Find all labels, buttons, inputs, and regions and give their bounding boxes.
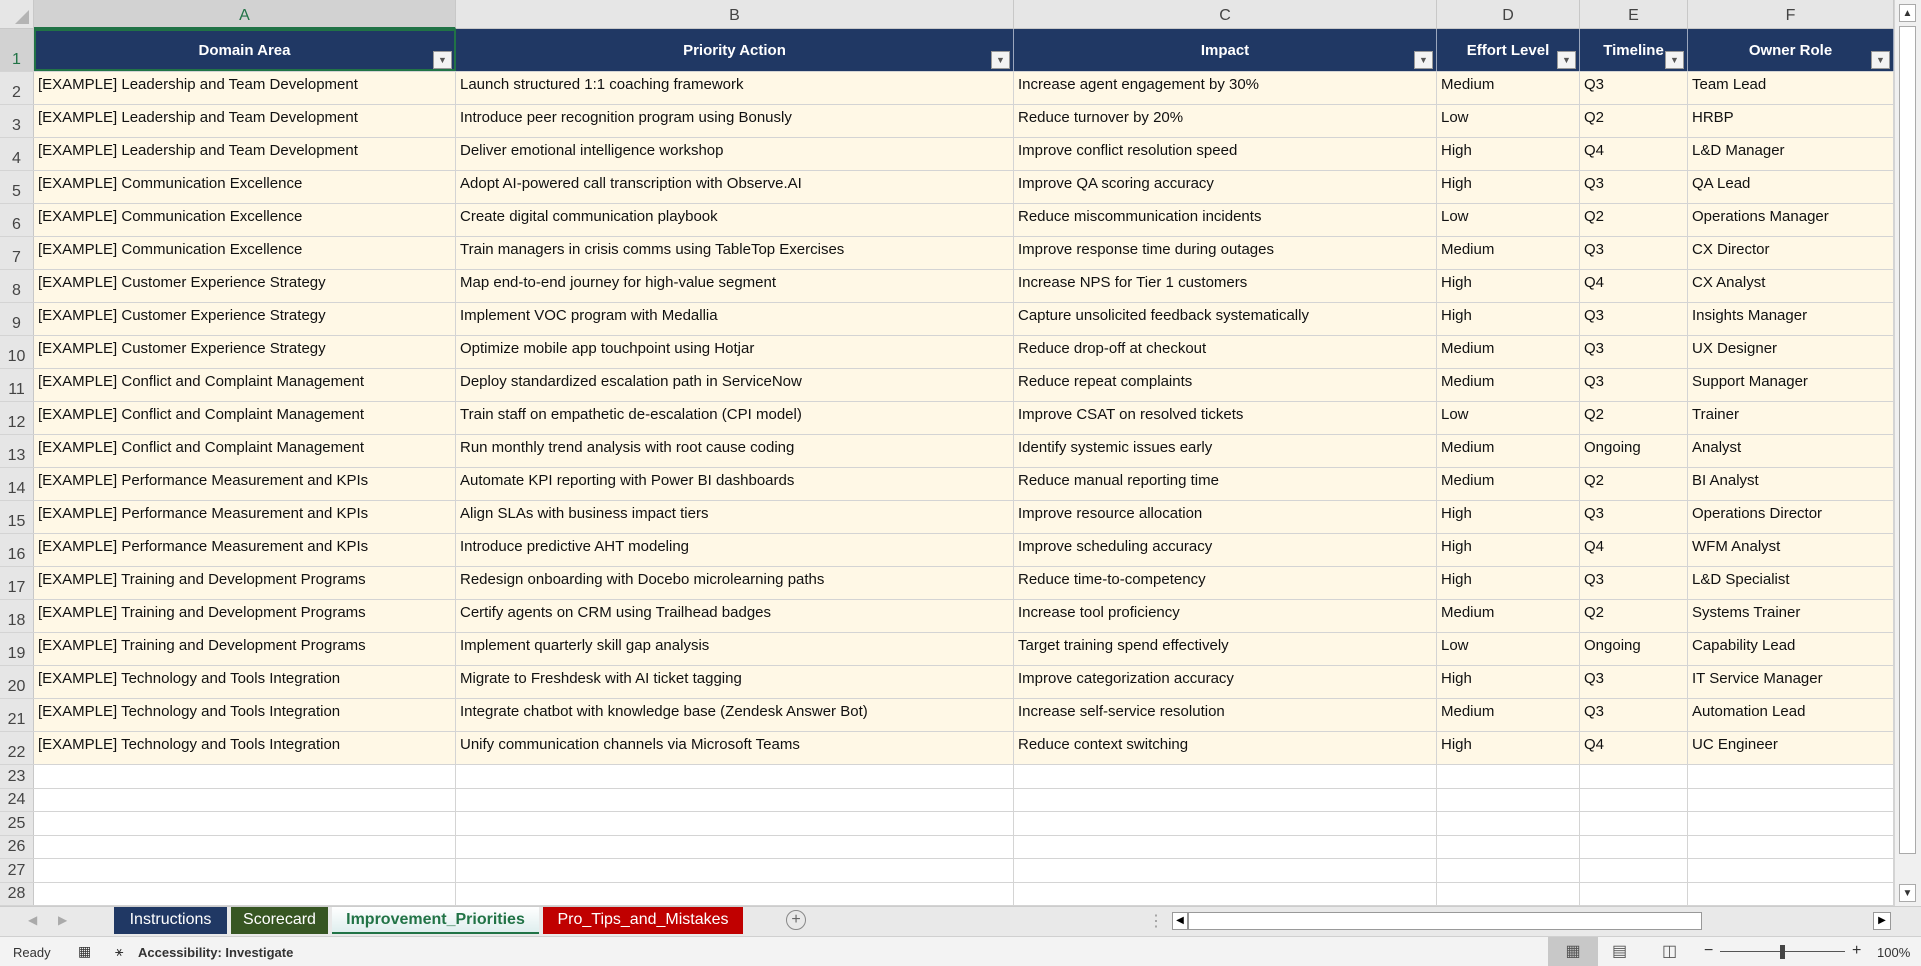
- row-header[interactable]: 9: [0, 303, 34, 335]
- page-layout-icon[interactable]: ▤: [1612, 943, 1628, 960]
- cell[interactable]: [EXAMPLE] Leadership and Team Development: [34, 72, 456, 104]
- cell[interactable]: Operations Manager: [1688, 204, 1894, 236]
- row-header[interactable]: 21: [0, 699, 34, 731]
- row-header[interactable]: 3: [0, 105, 34, 137]
- cell[interactable]: Medium: [1437, 600, 1580, 632]
- row-header[interactable]: 8: [0, 270, 34, 302]
- cell[interactable]: Low: [1437, 105, 1580, 137]
- row-header[interactable]: 10: [0, 336, 34, 368]
- cell[interactable]: IT Service Manager: [1688, 666, 1894, 698]
- zoom-in-icon[interactable]: +: [1852, 942, 1862, 959]
- scroll-down-icon[interactable]: ▼: [1899, 884, 1916, 902]
- cell[interactable]: HRBP: [1688, 105, 1894, 137]
- cell[interactable]: Q4: [1580, 138, 1688, 170]
- filter-dropdown-icon[interactable]: ▼: [1665, 51, 1684, 69]
- cell[interactable]: [EXAMPLE] Training and Development Programs: [34, 567, 456, 599]
- cell[interactable]: [1014, 812, 1437, 835]
- scroll-left-icon[interactable]: ◀: [1172, 912, 1188, 930]
- cell[interactable]: [34, 836, 456, 859]
- cell[interactable]: [EXAMPLE] Leadership and Team Development: [34, 105, 456, 137]
- cell[interactable]: [1437, 859, 1580, 882]
- cell[interactable]: [EXAMPLE] Customer Experience Strategy: [34, 270, 456, 302]
- filter-dropdown-icon[interactable]: ▼: [991, 51, 1010, 69]
- cell[interactable]: L&D Manager: [1688, 138, 1894, 170]
- cell[interactable]: Reduce manual reporting time: [1014, 468, 1437, 500]
- cell[interactable]: Q3: [1580, 72, 1688, 104]
- table-row: [0, 534, 1894, 567]
- row-header[interactable]: 13: [0, 435, 34, 467]
- table-row: [0, 633, 1894, 666]
- cell[interactable]: Capability Lead: [1688, 633, 1894, 665]
- column-header-b[interactable]: B: [456, 0, 1014, 29]
- row-header[interactable]: 6: [0, 204, 34, 236]
- cell[interactable]: Medium: [1437, 72, 1580, 104]
- cell[interactable]: [1437, 836, 1580, 859]
- cell[interactable]: Implement quarterly skill gap analysis: [456, 633, 1014, 665]
- table-row: [0, 72, 1894, 105]
- cell[interactable]: Reduce time-to-competency: [1014, 567, 1437, 599]
- filter-dropdown-icon[interactable]: ▼: [1871, 51, 1890, 69]
- cell[interactable]: [1688, 859, 1894, 882]
- table-row: [0, 501, 1894, 534]
- row-header[interactable]: 17: [0, 567, 34, 599]
- cell[interactable]: Q2: [1580, 468, 1688, 500]
- scroll-up-icon[interactable]: ▲: [1899, 4, 1916, 22]
- cell[interactable]: High: [1437, 534, 1580, 566]
- cell[interactable]: [456, 789, 1014, 812]
- cell[interactable]: L&D Specialist: [1688, 567, 1894, 599]
- horizontal-scrollbar[interactable]: [1188, 912, 1702, 930]
- cell[interactable]: Q3: [1580, 336, 1688, 368]
- cell[interactable]: [1688, 812, 1894, 835]
- cell[interactable]: [EXAMPLE] Leadership and Team Development: [34, 138, 456, 170]
- cell[interactable]: [456, 883, 1014, 906]
- row-header[interactable]: 16: [0, 534, 34, 566]
- cell[interactable]: Reduce turnover by 20%: [1014, 105, 1437, 137]
- split-handle-icon[interactable]: ⋮: [1148, 913, 1164, 930]
- cell[interactable]: Ongoing: [1580, 435, 1688, 467]
- accessibility-status[interactable]: Accessibility: Investigate: [138, 945, 294, 960]
- cell[interactable]: Q4: [1580, 534, 1688, 566]
- cell[interactable]: High: [1437, 270, 1580, 302]
- header-label: Domain Area: [198, 42, 291, 59]
- cell[interactable]: Q4: [1580, 270, 1688, 302]
- cell[interactable]: Map end-to-end journey for high-value segment: [456, 270, 1014, 302]
- table-row: [0, 402, 1894, 435]
- table-row: [0, 883, 1894, 907]
- cell[interactable]: [EXAMPLE] Conflict and Complaint Management: [34, 435, 456, 467]
- table-row: [0, 303, 1894, 336]
- cell[interactable]: [1580, 883, 1688, 906]
- cell[interactable]: High: [1437, 138, 1580, 170]
- cell[interactable]: Train staff on empathetic de-escalation (CPI model): [456, 402, 1014, 434]
- cell[interactable]: [EXAMPLE] Training and Development Programs: [34, 600, 456, 632]
- cell[interactable]: [1437, 765, 1580, 788]
- cell[interactable]: Q3: [1580, 501, 1688, 533]
- scroll-thumb[interactable]: [1899, 26, 1916, 854]
- cell[interactable]: [EXAMPLE] Communication Excellence: [34, 204, 456, 236]
- row-header[interactable]: 5: [0, 171, 34, 203]
- header-label: Timeline: [1603, 42, 1664, 59]
- row-header[interactable]: 4: [0, 138, 34, 170]
- page-break-icon[interactable]: ◫: [1662, 943, 1678, 960]
- cell[interactable]: QA Lead: [1688, 171, 1894, 203]
- tab-pro-tips-and-mistakes[interactable]: Pro_Tips_and_Mistakes: [543, 907, 743, 934]
- header-cell[interactable]: [456, 29, 1014, 71]
- cell[interactable]: [1437, 789, 1580, 812]
- cell[interactable]: Low: [1437, 633, 1580, 665]
- cell[interactable]: [EXAMPLE] Technology and Tools Integration: [34, 732, 456, 764]
- cell[interactable]: Systems Trainer: [1688, 600, 1894, 632]
- header-label: Impact: [1200, 42, 1250, 59]
- table-row: [0, 812, 1894, 836]
- cell[interactable]: [EXAMPLE] Customer Experience Strategy: [34, 336, 456, 368]
- row-header[interactable]: 11: [0, 369, 34, 401]
- cell[interactable]: Improve categorization accuracy: [1014, 666, 1437, 698]
- cell[interactable]: Increase self-service resolution: [1014, 699, 1437, 731]
- cell[interactable]: Q2: [1580, 402, 1688, 434]
- cell[interactable]: Create digital communication playbook: [456, 204, 1014, 236]
- cell[interactable]: [1580, 836, 1688, 859]
- cell[interactable]: [1014, 836, 1437, 859]
- column-header-d[interactable]: D: [1437, 0, 1580, 29]
- row-header[interactable]: 18: [0, 600, 34, 632]
- row-header[interactable]: 12: [0, 402, 34, 434]
- cell[interactable]: [34, 789, 456, 812]
- cell[interactable]: Analyst: [1688, 435, 1894, 467]
- cell[interactable]: Launch structured 1:1 coaching framework: [456, 72, 1014, 104]
- table-row: [0, 836, 1894, 860]
- table-row: [0, 369, 1894, 402]
- column-header-e[interactable]: E: [1580, 0, 1688, 29]
- cell[interactable]: Reduce context switching: [1014, 732, 1437, 764]
- cell[interactable]: Improve scheduling accuracy: [1014, 534, 1437, 566]
- spreadsheet-grid: [0, 29, 1894, 906]
- header-label: Priority Action: [683, 42, 786, 59]
- header-cell[interactable]: [1014, 29, 1437, 71]
- table-row: [0, 600, 1894, 633]
- cell[interactable]: Improve CSAT on resolved tickets: [1014, 402, 1437, 434]
- cell[interactable]: [EXAMPLE] Performance Measurement and KPIs: [34, 468, 456, 500]
- cell[interactable]: [EXAMPLE] Technology and Tools Integration: [34, 666, 456, 698]
- cell[interactable]: [34, 765, 456, 788]
- cell[interactable]: Increase agent engagement by 30%: [1014, 72, 1437, 104]
- cell[interactable]: Medium: [1437, 336, 1580, 368]
- table-row: [0, 666, 1894, 699]
- cell[interactable]: [1688, 883, 1894, 906]
- table-row: [0, 468, 1894, 501]
- cell[interactable]: [EXAMPLE] Conflict and Complaint Management: [34, 369, 456, 401]
- cell[interactable]: Migrate to Freshdesk with AI ticket tagging: [456, 666, 1014, 698]
- header-cell[interactable]: [1437, 29, 1580, 71]
- cell[interactable]: [EXAMPLE] Conflict and Complaint Management: [34, 402, 456, 434]
- table-row: [0, 435, 1894, 468]
- cell[interactable]: Integrate chatbot with knowledge base (Zendesk Answer Bot): [456, 699, 1014, 731]
- cell[interactable]: [1688, 789, 1894, 812]
- cell[interactable]: Improve response time during outages: [1014, 237, 1437, 269]
- cell[interactable]: Improve QA scoring accuracy: [1014, 171, 1437, 203]
- cell[interactable]: Low: [1437, 204, 1580, 236]
- cell[interactable]: High: [1437, 303, 1580, 335]
- cell[interactable]: Q2: [1580, 105, 1688, 137]
- header-cell[interactable]: [1580, 29, 1688, 71]
- cell[interactable]: Support Manager: [1688, 369, 1894, 401]
- row-header[interactable]: 24: [0, 789, 34, 812]
- table-row: [0, 859, 1894, 883]
- table-row: [0, 29, 1894, 72]
- cell[interactable]: [1014, 789, 1437, 812]
- cell[interactable]: CX Analyst: [1688, 270, 1894, 302]
- table-row: [0, 567, 1894, 600]
- cell[interactable]: [1688, 765, 1894, 788]
- cell[interactable]: Adopt AI-powered call transcription with Observe.AI: [456, 171, 1014, 203]
- scroll-right-icon[interactable]: ▶: [1873, 912, 1891, 930]
- cell[interactable]: Deploy standardized escalation path in ServiceNow: [456, 369, 1014, 401]
- row-header[interactable]: 28: [0, 883, 34, 906]
- filter-dropdown-icon[interactable]: ▼: [1557, 51, 1576, 69]
- column-header-c[interactable]: C: [1014, 0, 1437, 29]
- cell[interactable]: Deliver emotional intelligence workshop: [456, 138, 1014, 170]
- cell[interactable]: Q3: [1580, 303, 1688, 335]
- column-header-f[interactable]: F: [1688, 0, 1894, 29]
- row-header[interactable]: 15: [0, 501, 34, 533]
- filter-dropdown-icon[interactable]: ▼: [1414, 51, 1433, 69]
- cell[interactable]: [1437, 812, 1580, 835]
- cell[interactable]: [EXAMPLE] Technology and Tools Integration: [34, 699, 456, 731]
- table-row: [0, 237, 1894, 270]
- cell[interactable]: Reduce repeat complaints: [1014, 369, 1437, 401]
- table-row: [0, 765, 1894, 789]
- cell[interactable]: Operations Director: [1688, 501, 1894, 533]
- cell[interactable]: [1014, 859, 1437, 882]
- cell[interactable]: High: [1437, 567, 1580, 599]
- cell[interactable]: [1014, 883, 1437, 906]
- tab-improvement-priorities[interactable]: Improvement_Priorities: [332, 907, 539, 934]
- cell[interactable]: Automation Lead: [1688, 699, 1894, 731]
- cell[interactable]: High: [1437, 732, 1580, 764]
- cell[interactable]: Reduce drop-off at checkout: [1014, 336, 1437, 368]
- column-header-a[interactable]: A: [34, 0, 456, 29]
- cell[interactable]: Increase tool proficiency: [1014, 600, 1437, 632]
- cell[interactable]: [1014, 765, 1437, 788]
- header-label: Owner Role: [1748, 42, 1833, 59]
- cell[interactable]: [1580, 812, 1688, 835]
- cell[interactable]: [EXAMPLE] Customer Experience Strategy: [34, 303, 456, 335]
- cell[interactable]: Q2: [1580, 600, 1688, 632]
- cell[interactable]: [1437, 883, 1580, 906]
- table-row: [0, 789, 1894, 813]
- cell[interactable]: Medium: [1437, 699, 1580, 731]
- zoom-slider-thumb[interactable]: [1780, 945, 1785, 959]
- table-row: [0, 204, 1894, 237]
- cell[interactable]: [456, 836, 1014, 859]
- cell[interactable]: [1580, 789, 1688, 812]
- cell[interactable]: Trainer: [1688, 402, 1894, 434]
- tab-prev-icon[interactable]: ◀: [28, 913, 38, 927]
- cell[interactable]: Q3: [1580, 699, 1688, 731]
- table-row: [0, 270, 1894, 303]
- cell[interactable]: CX Director: [1688, 237, 1894, 269]
- cell[interactable]: [EXAMPLE] Training and Development Programs: [34, 633, 456, 665]
- row-header[interactable]: 25: [0, 812, 34, 835]
- table-row: [0, 732, 1894, 765]
- cell[interactable]: Q2: [1580, 204, 1688, 236]
- cell[interactable]: Q3: [1580, 369, 1688, 401]
- row-header[interactable]: 7: [0, 237, 34, 269]
- cell[interactable]: Introduce peer recognition program using Bonusly: [456, 105, 1014, 137]
- cell[interactable]: High: [1437, 666, 1580, 698]
- cell[interactable]: Medium: [1437, 468, 1580, 500]
- status-bar: [0, 936, 1921, 966]
- header-cell[interactable]: [1688, 29, 1894, 71]
- cell[interactable]: BI Analyst: [1688, 468, 1894, 500]
- row-header[interactable]: 22: [0, 732, 34, 764]
- cell[interactable]: [1580, 859, 1688, 882]
- table-row: [0, 105, 1894, 138]
- tab-scorecard[interactable]: Scorecard: [231, 907, 328, 934]
- cell[interactable]: Q3: [1580, 567, 1688, 599]
- cell[interactable]: [34, 812, 456, 835]
- row-header[interactable]: 26: [0, 836, 34, 859]
- row-header[interactable]: 14: [0, 468, 34, 500]
- cell[interactable]: Ongoing: [1580, 633, 1688, 665]
- cell[interactable]: [456, 859, 1014, 882]
- cell[interactable]: Unify communication channels via Microsoft Teams: [456, 732, 1014, 764]
- cell[interactable]: Q3: [1580, 171, 1688, 203]
- cell[interactable]: UC Engineer: [1688, 732, 1894, 764]
- cell[interactable]: Capture unsolicited feedback systematically: [1014, 303, 1437, 335]
- cell[interactable]: High: [1437, 171, 1580, 203]
- cell[interactable]: Q3: [1580, 237, 1688, 269]
- cell[interactable]: [1580, 765, 1688, 788]
- accessibility-icon[interactable]: ⚹: [115, 943, 124, 959]
- cell[interactable]: Optimize mobile app touchpoint using Hotjar: [456, 336, 1014, 368]
- sheet-tabs-bar: [0, 906, 1921, 936]
- cell[interactable]: [456, 765, 1014, 788]
- row-header[interactable]: 20: [0, 666, 34, 698]
- cell[interactable]: [34, 859, 456, 882]
- cell[interactable]: WFM Analyst: [1688, 534, 1894, 566]
- cell[interactable]: Identify systemic issues early: [1014, 435, 1437, 467]
- cell[interactable]: Q3: [1580, 666, 1688, 698]
- cell[interactable]: Automate KPI reporting with Power BI dashboards: [456, 468, 1014, 500]
- tab-next-icon[interactable]: ▶: [58, 913, 68, 927]
- cell[interactable]: [EXAMPLE] Communication Excellence: [34, 171, 456, 203]
- cell[interactable]: UX Designer: [1688, 336, 1894, 368]
- cell[interactable]: Introduce predictive AHT modeling: [456, 534, 1014, 566]
- table-row: [0, 699, 1894, 732]
- header-label: Effort Level: [1466, 42, 1550, 59]
- cell[interactable]: Increase NPS for Tier 1 customers: [1014, 270, 1437, 302]
- header-cell[interactable]: [34, 29, 456, 71]
- cell[interactable]: [EXAMPLE] Communication Excellence: [34, 237, 456, 269]
- cell[interactable]: Improve resource allocation: [1014, 501, 1437, 533]
- cell[interactable]: High: [1437, 501, 1580, 533]
- cell[interactable]: Certify agents on CRM using Trailhead badges: [456, 600, 1014, 632]
- row-header[interactable]: 27: [0, 859, 34, 882]
- row-header[interactable]: 19: [0, 633, 34, 665]
- table-row: [0, 138, 1894, 171]
- zoom-level[interactable]: 100%: [1877, 945, 1911, 960]
- cell[interactable]: Insights Manager: [1688, 303, 1894, 335]
- cell[interactable]: Align SLAs with business impact tiers: [456, 501, 1014, 533]
- macro-icon[interactable]: ▦: [78, 943, 92, 959]
- cell[interactable]: [34, 883, 456, 906]
- cell[interactable]: Reduce miscommunication incidents: [1014, 204, 1437, 236]
- cell[interactable]: Q4: [1580, 732, 1688, 764]
- select-all-button[interactable]: [0, 0, 34, 29]
- table-row: [0, 171, 1894, 204]
- cell[interactable]: Team Lead: [1688, 72, 1894, 104]
- row-header[interactable]: 1: [0, 29, 34, 71]
- add-sheet-icon[interactable]: +: [786, 910, 806, 930]
- cell[interactable]: Improve conflict resolution speed: [1014, 138, 1437, 170]
- cell[interactable]: [456, 812, 1014, 835]
- row-header[interactable]: 23: [0, 765, 34, 788]
- cell[interactable]: [1688, 836, 1894, 859]
- cell[interactable]: Train managers in crisis comms using TableTop Exercises: [456, 237, 1014, 269]
- normal-view-icon[interactable]: ▦: [1548, 937, 1598, 966]
- cell[interactable]: Medium: [1437, 369, 1580, 401]
- tab-instructions[interactable]: Instructions: [114, 907, 227, 934]
- filter-dropdown-icon[interactable]: ▼: [433, 51, 452, 69]
- cell[interactable]: [EXAMPLE] Performance Measurement and KPIs: [34, 534, 456, 566]
- zoom-out-icon[interactable]: −: [1704, 942, 1714, 959]
- vertical-scrollbar[interactable]: [1894, 0, 1921, 906]
- row-header[interactable]: 2: [0, 72, 34, 104]
- cell[interactable]: Redesign onboarding with Docebo microlearning paths: [456, 567, 1014, 599]
- cell[interactable]: Medium: [1437, 237, 1580, 269]
- cell[interactable]: Target training spend effectively: [1014, 633, 1437, 665]
- cell[interactable]: Implement VOC program with Medallia: [456, 303, 1014, 335]
- table-row: [0, 336, 1894, 369]
- cell[interactable]: [EXAMPLE] Performance Measurement and KPIs: [34, 501, 456, 533]
- cell[interactable]: Low: [1437, 402, 1580, 434]
- cell[interactable]: Run monthly trend analysis with root cause coding: [456, 435, 1014, 467]
- status-ready: Ready: [13, 945, 51, 960]
- cell[interactable]: Medium: [1437, 435, 1580, 467]
